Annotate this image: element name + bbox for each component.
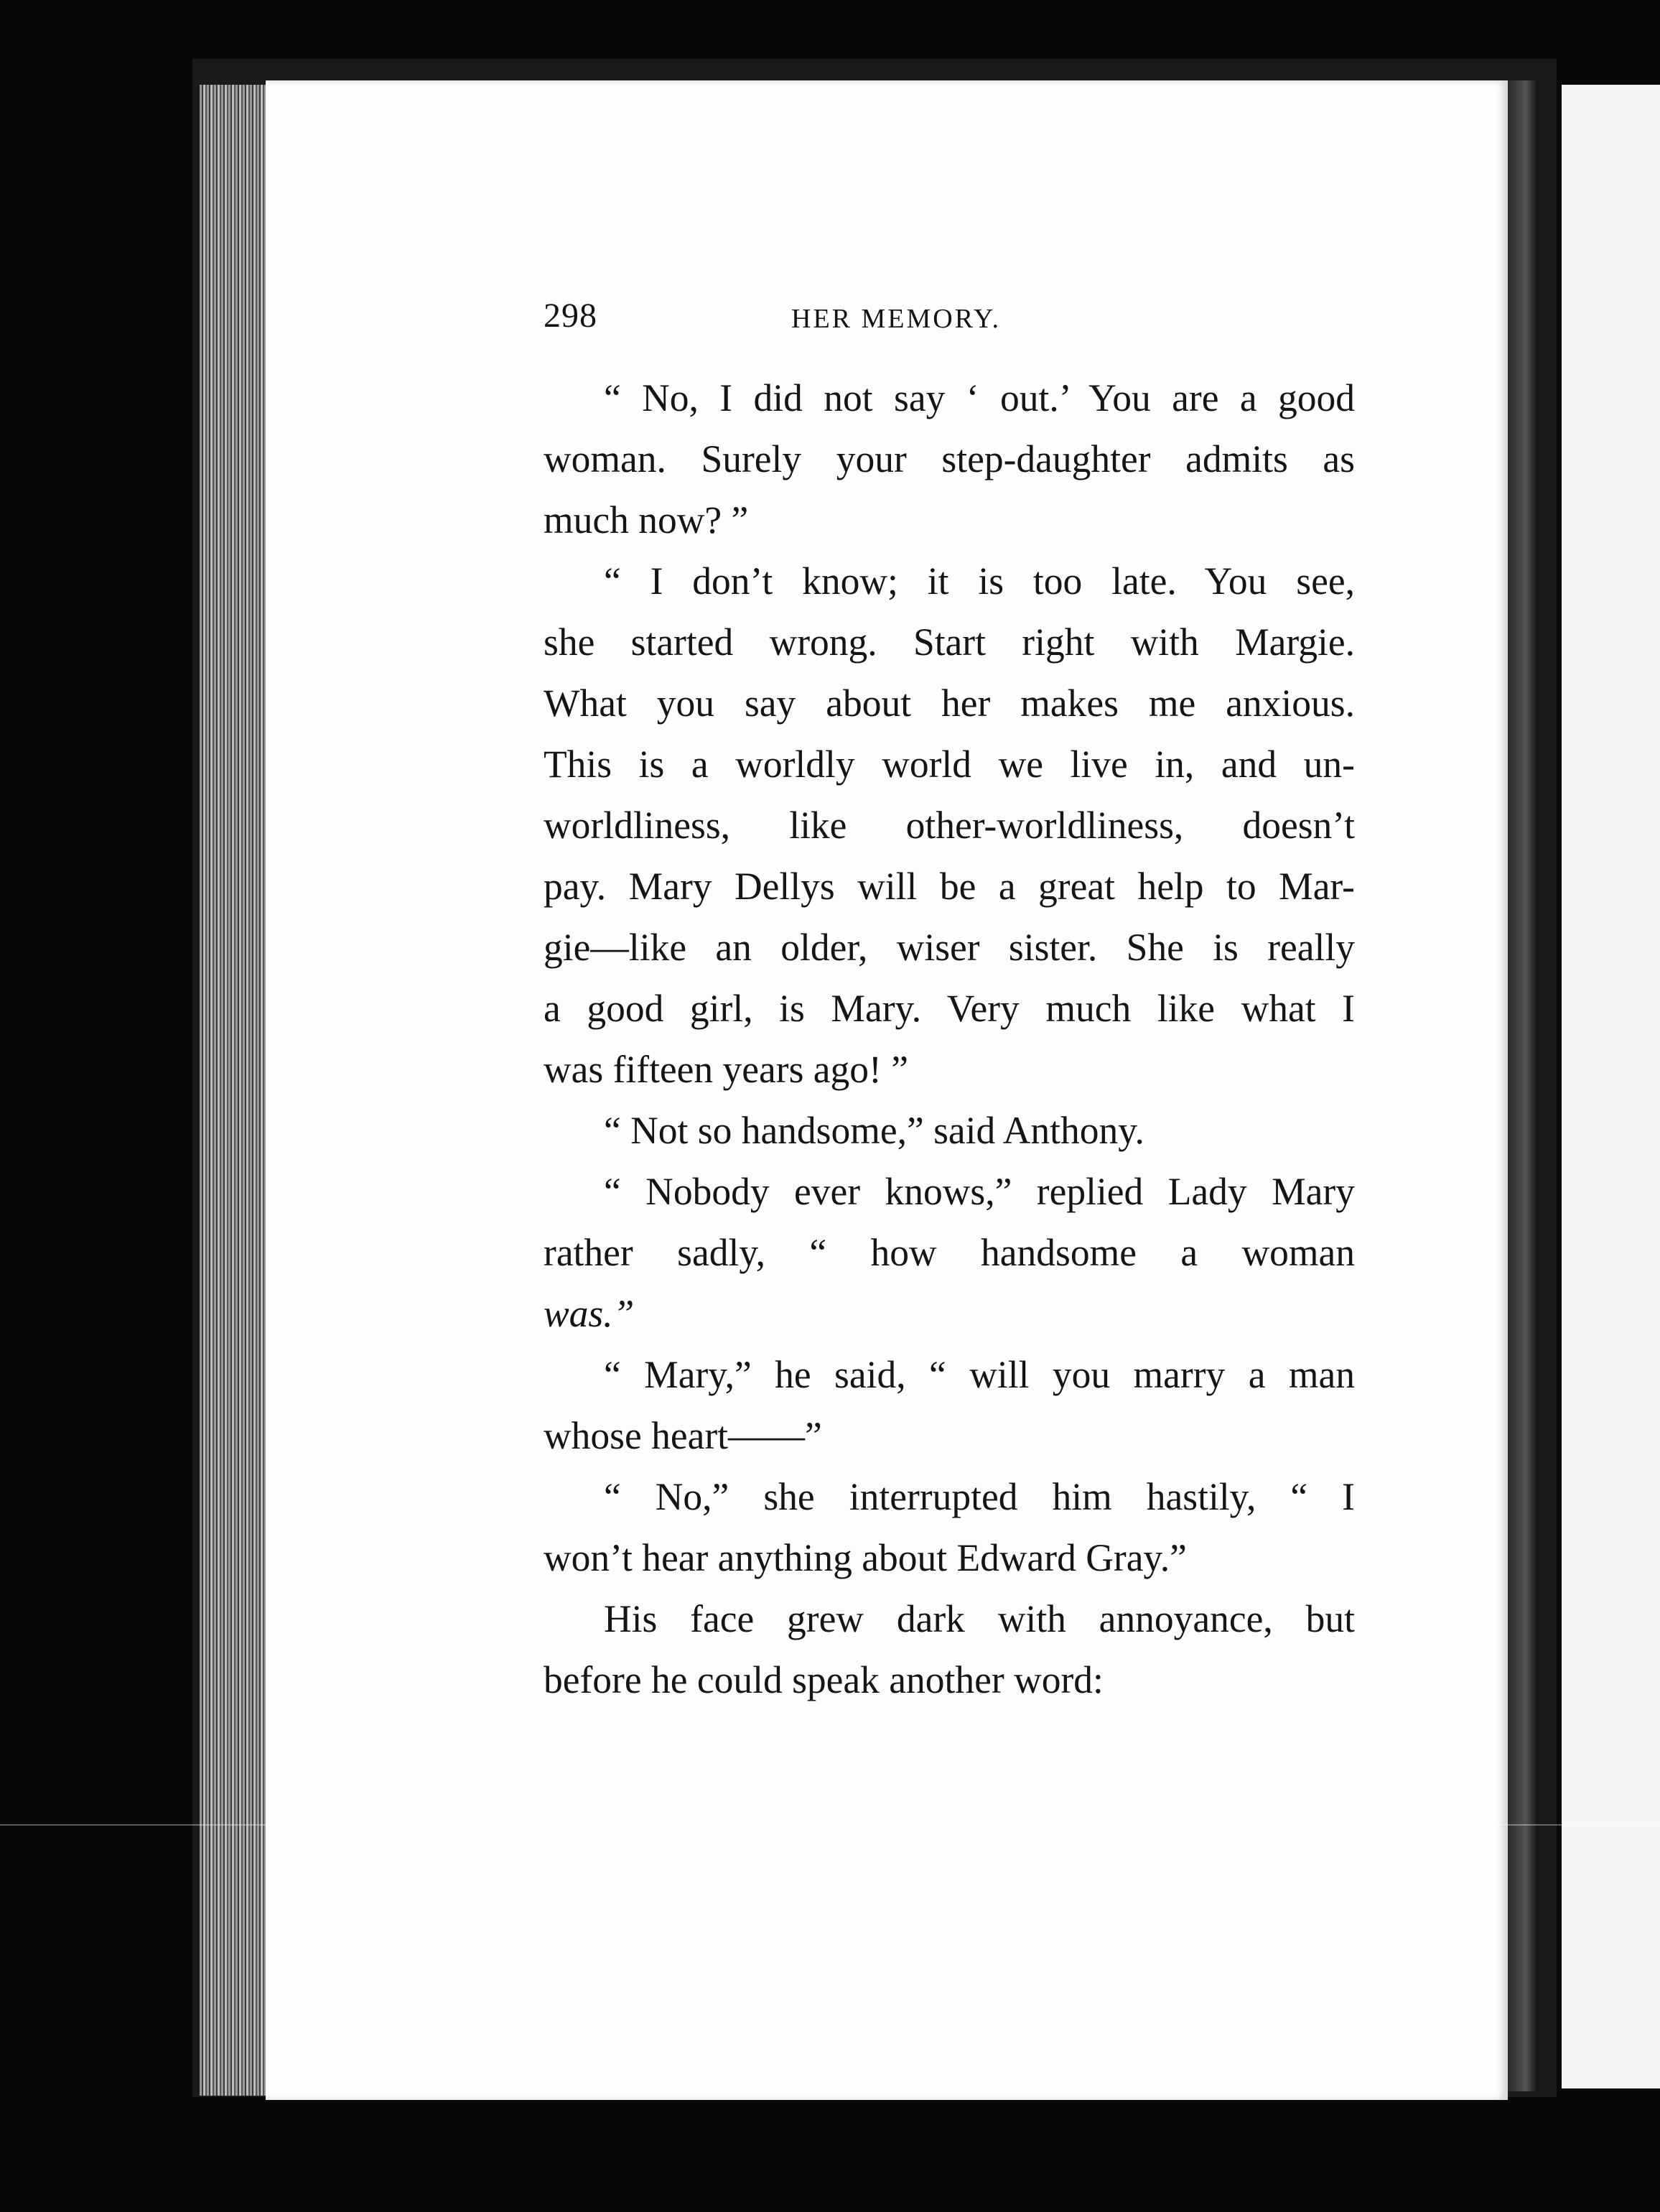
text-line: “ No, I did not say ‘ out.’ You are a good bbox=[604, 376, 1355, 419]
page-number: 298 bbox=[544, 297, 597, 335]
text-line: His face grew dark with annoyance, but bbox=[604, 1597, 1355, 1640]
body-text bbox=[544, 368, 1355, 1711]
text-line: much now? ” bbox=[544, 498, 749, 542]
text-line: worldliness, like other-worldliness, doesn’t bbox=[544, 804, 1355, 847]
text-line: was fifteen years ago! ” bbox=[544, 1048, 908, 1091]
scan-artifact-line bbox=[0, 1824, 1660, 1826]
text-line: before he could speak another word: bbox=[544, 1658, 1104, 1701]
facing-page-edge bbox=[1562, 85, 1660, 2088]
text-line: “ Not so handsome,” said Anthony. bbox=[604, 1109, 1144, 1152]
text-line: This is a worldly world we live in, and un- bbox=[544, 743, 1355, 786]
running-head-title: HER MEMORY. bbox=[791, 304, 1002, 334]
text-line: What you say about her makes me anxious. bbox=[544, 682, 1355, 725]
text-line: “ Mary,” he said, “ will you marry a man bbox=[604, 1353, 1355, 1396]
text-line: she started wrong. Start right with Margie. bbox=[544, 621, 1355, 664]
text-line: “ No,” she interrupted him hastily, “ I bbox=[604, 1475, 1355, 1518]
text-line: rather sadly, “ how handsome a woman bbox=[544, 1231, 1355, 1274]
book-gutter bbox=[1508, 80, 1538, 2091]
text-line: “ I don’t know; it is too late. You see, bbox=[604, 559, 1355, 603]
running-head bbox=[544, 293, 1355, 343]
text-line: was.” bbox=[544, 1292, 635, 1335]
page-edges bbox=[200, 85, 266, 2096]
text-line: pay. Mary Dellys will be a great help to Mar- bbox=[544, 865, 1355, 908]
text-line: whose heart——” bbox=[544, 1414, 822, 1457]
text-line: gie—like an older, wiser sister. She is really bbox=[544, 926, 1355, 969]
text-line: woman. Surely your step-daughter admits as bbox=[544, 437, 1355, 480]
text-line: a good girl, is Mary. Very much like what I bbox=[544, 987, 1355, 1030]
text-line: “ Nobody ever knows,” replied Lady Mary bbox=[604, 1170, 1355, 1213]
text-line: won’t hear anything about Edward Gray.” bbox=[544, 1536, 1187, 1579]
